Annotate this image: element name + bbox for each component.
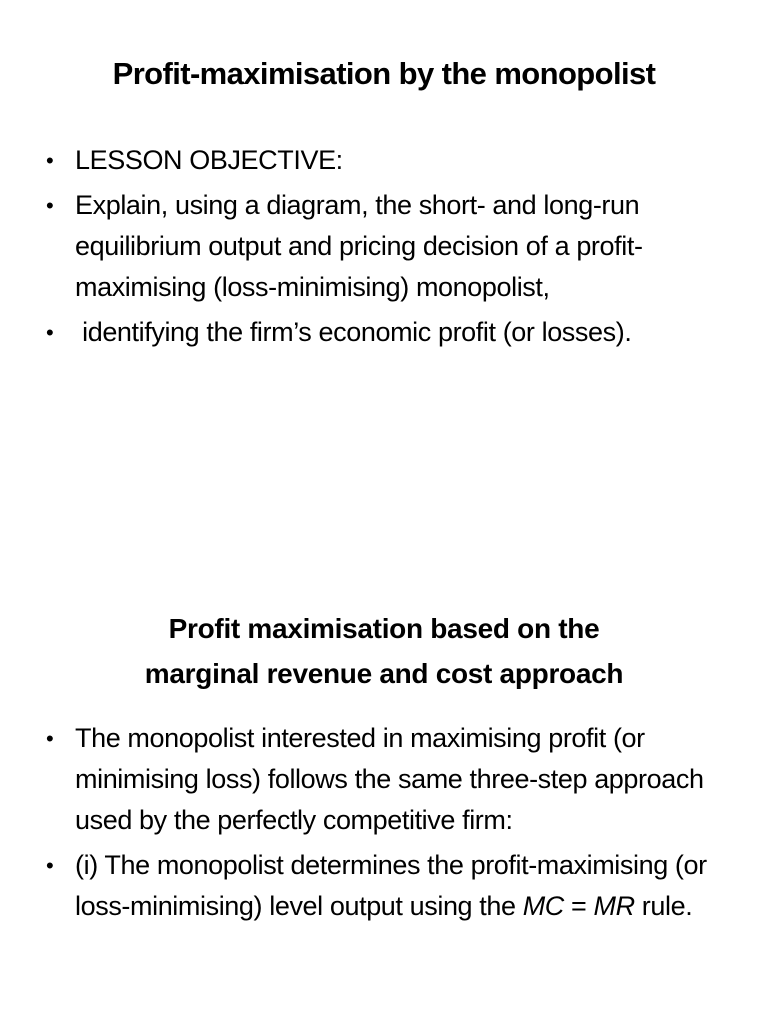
bullet-identifying <box>0 312 725 353</box>
slide-1-bullet-list <box>0 140 725 357</box>
bullet-dot-icon: • <box>46 148 54 173</box>
bullet-text: Explain, using a diagram, the short- and long-run equilibrium output and pricing decision of a profit-maximising (loss-minimising) monopolist, <box>75 190 643 302</box>
mc-term: MC <box>522 891 564 921</box>
equals-sign: = <box>563 891 594 921</box>
bullet-lesson-objective <box>0 140 725 181</box>
slide-2-bullet-list <box>0 718 725 931</box>
bullet-dot-icon: • <box>46 320 54 345</box>
bullet-text: LESSON OBJECTIVE: <box>75 145 343 175</box>
bullet-text-after: rule. <box>634 891 693 921</box>
slide-2-title-line-2: marginal revenue and cost approach <box>144 658 624 689</box>
bullet-text: identifying the firm’s economic profit (or losses). <box>75 317 632 347</box>
slide-2-title <box>0 606 768 696</box>
bullet-three-step <box>0 718 725 841</box>
bullet-dot-icon: • <box>46 853 54 878</box>
bullet-text-before: (i) The monopolist determines the profit-maximising (or loss-minimising) level output using the <box>75 850 707 921</box>
mr-term: MR <box>593 891 635 921</box>
bullet-dot-icon: • <box>46 726 54 751</box>
bullet-explain <box>0 185 725 308</box>
bullet-text: The monopolist interested in maximising profit (or minimising loss) follows the same three-step approach used by the perfectly competitive firm: <box>75 723 704 835</box>
bullet-dot-icon: • <box>46 193 54 218</box>
slide-2 <box>0 512 768 1024</box>
bullet-step-one <box>0 845 725 927</box>
slide-1-title: Profit-maximisation by the monopolist <box>112 56 656 91</box>
slide-2-title-line-1: Profit maximisation based on the <box>168 613 600 644</box>
